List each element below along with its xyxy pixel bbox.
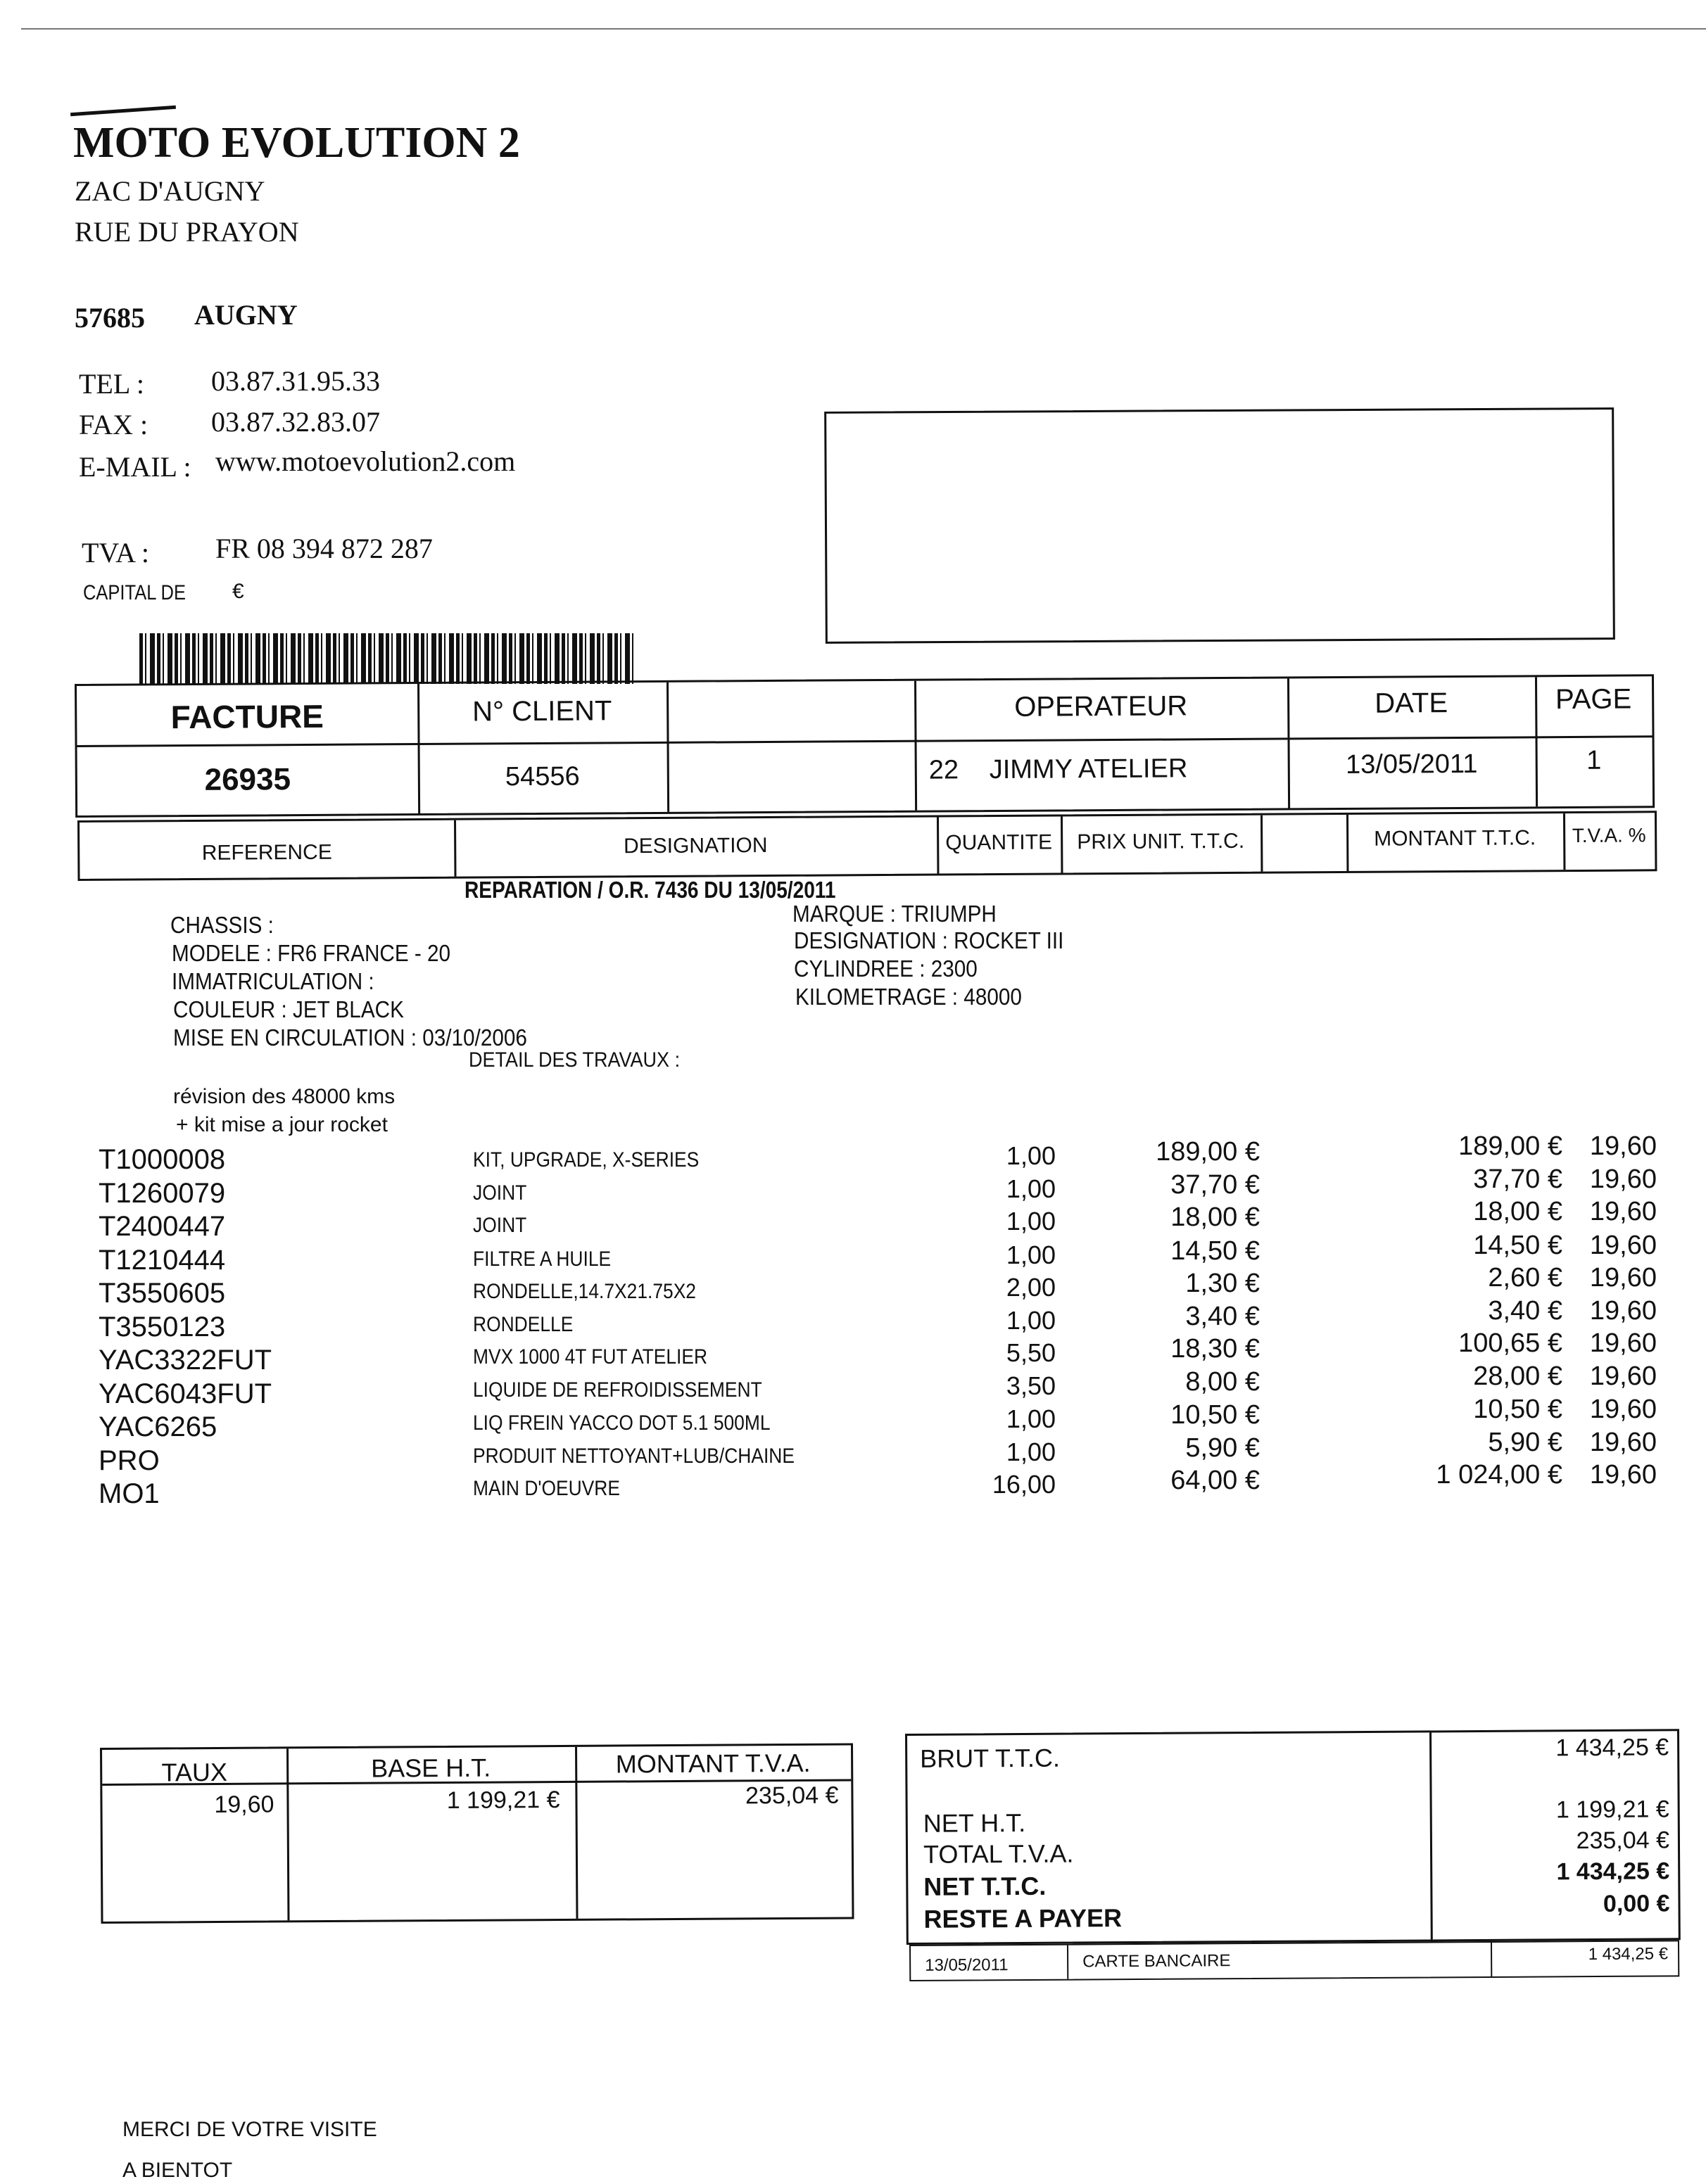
mise-en-circulation: MISE EN CIRCULATION : 03/10/2006 [173, 1024, 527, 1050]
line-reference: YAC6043FUT [99, 1378, 272, 1409]
email-value[interactable]: www.motoevolution2.com [215, 445, 516, 477]
line-unit-price: 37,70 € [1170, 1170, 1260, 1200]
capital-currency: € [232, 580, 244, 603]
net-ttc-value: 1 434,25 € [1556, 1858, 1670, 1886]
line-designation: PRODUIT NETTOYANT+LUB/CHAINE [473, 1445, 795, 1468]
line-unit-price: 5,90 € [1185, 1433, 1260, 1463]
line-unit-price: 18,30 € [1170, 1334, 1260, 1364]
net-ht-label: NET H.T. [923, 1808, 1026, 1838]
line-amount: 28,00 € [1473, 1361, 1562, 1391]
totals-table [905, 1729, 1681, 1945]
payment-row [909, 1940, 1679, 1981]
email-label: E-MAIL : [79, 451, 191, 483]
line-reference: T2400447 [99, 1211, 226, 1242]
page-number: 1 [1586, 745, 1602, 775]
vat-montant: 235,04 € [745, 1782, 839, 1810]
line-unit-price: 14,50 € [1170, 1236, 1260, 1266]
couleur: COULEUR : JET BLACK [173, 996, 404, 1022]
company-postcode: 57685 [75, 302, 145, 334]
kilometrage: KILOMETRAGE : 48000 [795, 984, 1022, 1010]
footer-thanks: MERCI DE VOTRE VISITE [122, 2118, 377, 2141]
line-reference: T1000008 [99, 1144, 226, 1175]
line-designation: JOINT [473, 1214, 527, 1237]
total-tva-value: 235,04 € [1576, 1827, 1670, 1855]
company-city: AUGNY [194, 299, 298, 331]
line-unit-price: 189,00 € [1156, 1137, 1260, 1167]
line-amount: 14,50 € [1473, 1231, 1562, 1260]
company-address-2: RUE DU PRAYON [75, 216, 299, 248]
scan-edge-line [21, 28, 1706, 30]
page-label: PAGE [1555, 683, 1632, 716]
line-tva-rate: 19,60 [1589, 1328, 1657, 1358]
capital-label: CAPITAL DE [83, 581, 186, 604]
line-amount: 2,60 € [1488, 1263, 1562, 1293]
line-amount: 10,50 € [1473, 1395, 1562, 1424]
payment-method: CARTE BANCAIRE [1082, 1951, 1231, 1972]
line-designation: RONDELLE [473, 1313, 574, 1336]
line-tva-rate: 19,60 [1589, 1231, 1657, 1260]
line-reference: PRO [99, 1445, 160, 1476]
vat-base: 1 199,21 € [446, 1786, 560, 1814]
operateur-code: 22 [928, 755, 959, 785]
line-quantity: 1,00 [1006, 1141, 1056, 1170]
col-designation: DESIGNATION [623, 834, 768, 858]
recipient-address-box [824, 407, 1615, 644]
modele: MODELE : FR6 FRANCE - 20 [172, 940, 451, 966]
work-note-1: révision des 48000 kms [173, 1085, 396, 1108]
line-amount: 18,00 € [1473, 1197, 1562, 1226]
vat-base-label: BASE H.T. [371, 1753, 491, 1783]
line-quantity: 2,00 [1006, 1273, 1056, 1302]
col-quantite: QUANTITE [945, 830, 1053, 855]
tel-value: 03.87.31.95.33 [211, 365, 380, 397]
reste-value: 0,00 € [1603, 1890, 1670, 1917]
operateur-name: JIMMY ATELIER [989, 754, 1188, 785]
detail-travaux: DETAIL DES TRAVAUX : [469, 1048, 681, 1072]
brut-label: BRUT T.T.C. [920, 1743, 1061, 1773]
vat-taux-label: TAUX [161, 1757, 228, 1787]
vat-montant-label: MONTANT T.V.A. [615, 1748, 811, 1779]
vat-table [100, 1743, 854, 1924]
line-reference: T3550605 [99, 1278, 226, 1309]
tel-label: TEL : [79, 368, 144, 400]
col-prix: PRIX UNIT. T.T.C. [1077, 829, 1245, 854]
line-designation: LIQUIDE DE REFROIDISSEMENT [473, 1378, 762, 1402]
line-tva-rate: 19,60 [1589, 1197, 1657, 1226]
line-designation: FILTRE A HUILE [473, 1247, 612, 1271]
vat-taux: 19,60 [214, 1791, 274, 1819]
col-tva: T.V.A. % [1572, 824, 1646, 847]
line-quantity: 1,00 [1006, 1240, 1056, 1269]
fax-value: 03.87.32.83.07 [211, 406, 380, 438]
line-amount: 189,00 € [1458, 1131, 1562, 1161]
line-quantity: 3,50 [1006, 1371, 1056, 1400]
line-amount: 37,70 € [1473, 1164, 1562, 1194]
reste-label: RESTE A PAYER [923, 1903, 1123, 1934]
line-items-header [77, 811, 1657, 881]
line-designation: MVX 1000 4T FUT ATELIER [473, 1345, 708, 1369]
line-quantity: 1,00 [1006, 1404, 1056, 1433]
line-tva-rate: 19,60 [1589, 1296, 1657, 1326]
line-quantity: 16,00 [992, 1470, 1056, 1499]
facture-label: FACTURE [170, 697, 324, 736]
line-designation: LIQ FREIN YACCO DOT 5.1 500ML [473, 1411, 771, 1435]
line-amount: 100,65 € [1458, 1328, 1562, 1358]
client-label: N° CLIENT [472, 695, 612, 728]
work-note-2: + kit mise a jour rocket [176, 1113, 388, 1136]
repair-title: REPARATION / O.R. 7436 DU 13/05/2011 [465, 877, 836, 903]
cylindree: CYLINDREE : 2300 [794, 956, 978, 982]
line-tva-rate: 19,60 [1589, 1164, 1657, 1194]
line-amount: 5,90 € [1488, 1428, 1562, 1457]
invoice-header-table [75, 674, 1655, 818]
company-address-1: ZAC D'AUGNY [75, 175, 265, 207]
tva-value: FR 08 394 872 287 [215, 533, 433, 564]
marque: MARQUE : TRIUMPH [792, 901, 997, 927]
line-amount: 3,40 € [1488, 1296, 1562, 1326]
line-tva-rate: 19,60 [1589, 1263, 1657, 1293]
line-tva-rate: 19,60 [1589, 1131, 1657, 1161]
line-designation: KIT, UPGRADE, X-SERIES [473, 1148, 700, 1172]
client-number: 54556 [505, 761, 580, 792]
line-unit-price: 10,50 € [1170, 1400, 1260, 1430]
line-amount: 1 024,00 € [1436, 1460, 1562, 1490]
line-quantity: 1,00 [1006, 1174, 1056, 1203]
line-designation: JOINT [473, 1181, 527, 1205]
date-label: DATE [1375, 687, 1448, 719]
company-name: MOTO EVOLUTION 2 [73, 119, 520, 167]
line-quantity: 1,00 [1006, 1207, 1056, 1236]
col-montant: MONTANT T.T.C. [1374, 826, 1536, 851]
line-quantity: 1,00 [1006, 1437, 1056, 1466]
line-quantity: 5,50 [1006, 1338, 1056, 1367]
line-reference: T1260079 [99, 1178, 226, 1209]
line-quantity: 1,00 [1006, 1306, 1056, 1335]
chassis-label: CHASSIS : [170, 912, 274, 938]
line-reference: T3550123 [99, 1312, 226, 1342]
operateur-label: OPERATEUR [1014, 690, 1188, 723]
line-designation: MAIN D'OEUVRE [473, 1477, 620, 1500]
logo-stroke [70, 106, 176, 116]
line-designation: RONDELLE,14.7X21.75X2 [473, 1280, 697, 1303]
line-reference: YAC3322FUT [99, 1345, 272, 1376]
total-tva-label: TOTAL T.V.A. [923, 1839, 1074, 1869]
line-unit-price: 8,00 € [1185, 1367, 1260, 1397]
tva-label: TVA : [82, 537, 149, 569]
col-reference: REFERENCE [201, 840, 332, 865]
line-reference: YAC6265 [99, 1411, 217, 1442]
line-unit-price: 18,00 € [1170, 1202, 1260, 1232]
net-ht-value: 1 199,21 € [1555, 1796, 1669, 1824]
line-tva-rate: 19,60 [1589, 1460, 1657, 1490]
payment-date: 13/05/2011 [925, 1955, 1009, 1975]
line-tva-rate: 19,60 [1589, 1428, 1657, 1457]
line-unit-price: 64,00 € [1170, 1466, 1260, 1495]
line-tva-rate: 19,60 [1589, 1395, 1657, 1424]
barcode [139, 633, 633, 684]
facture-number: 26935 [204, 762, 291, 797]
line-reference: T1210444 [99, 1245, 226, 1276]
line-unit-price: 3,40 € [1185, 1302, 1260, 1331]
footer-bye: A BIENTOT [122, 2159, 233, 2182]
line-reference: MO1 [99, 1478, 160, 1509]
date-value: 13/05/2011 [1345, 749, 1478, 780]
fax-label: FAX : [79, 409, 149, 440]
line-unit-price: 1,30 € [1185, 1269, 1260, 1298]
payment-amount: 1 434,25 € [1588, 1944, 1669, 1964]
vehicle-designation: DESIGNATION : ROCKET III [794, 927, 1064, 953]
immatriculation: IMMATRICULATION : [172, 968, 374, 994]
brut-value: 1 434,25 € [1555, 1734, 1669, 1762]
net-ttc-label: NET T.T.C. [923, 1871, 1047, 1901]
line-tva-rate: 19,60 [1589, 1361, 1657, 1391]
